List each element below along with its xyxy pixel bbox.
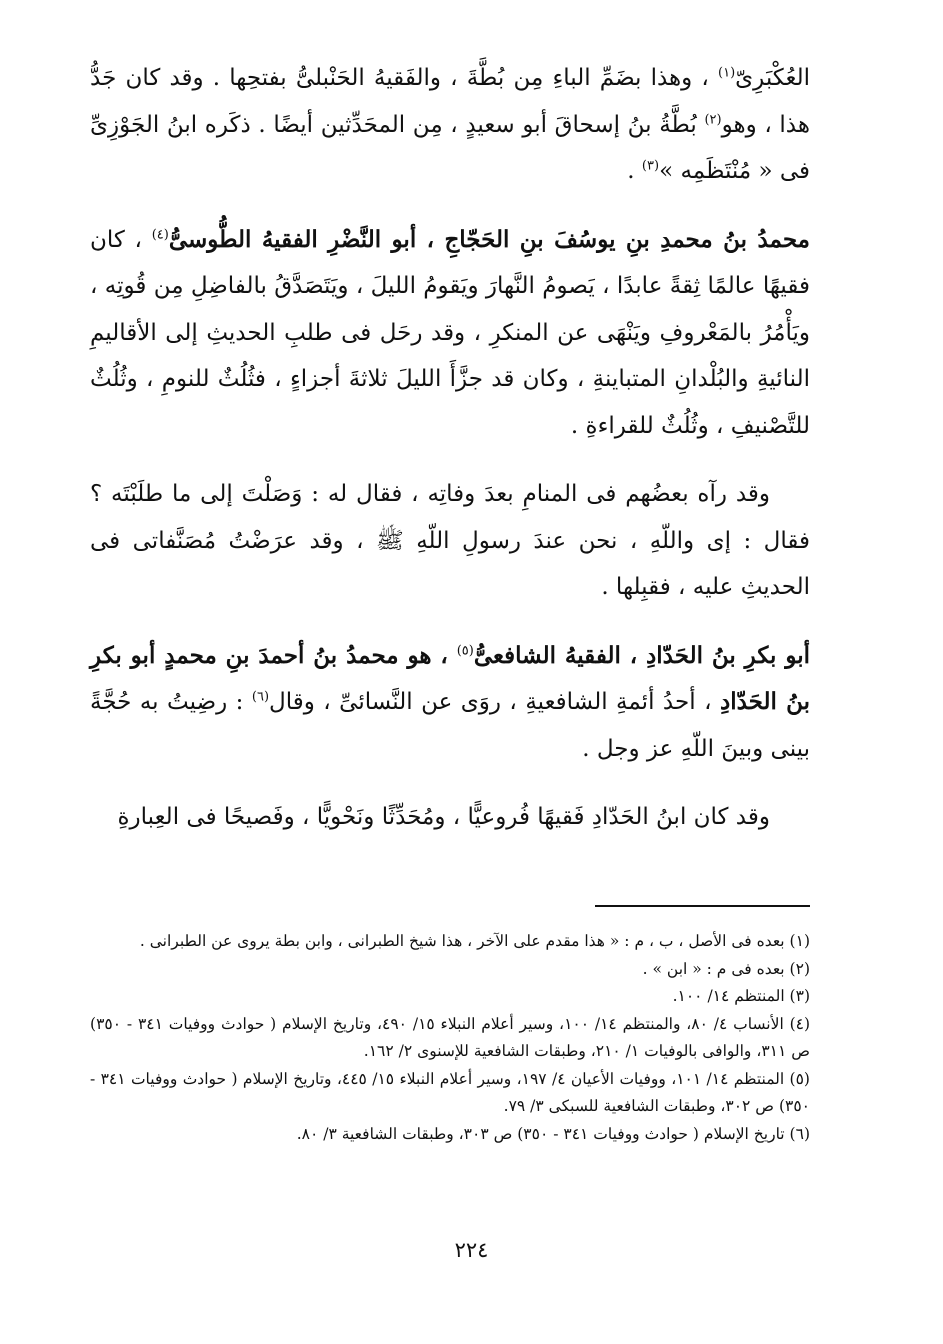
entry-heading: محمدُ بنُ محمدِ بنِ يوسُفَ بنِ الحَجّاجِ ، أبو النَّضْرِ الفقيهُ الطُّوسىُّ: [168, 225, 810, 253]
body-paragraphs: [90, 55, 810, 841]
text-run: وقد كان ابنُ الحَدّادِ فَقيهًا فُروعيًّا ، ومُحَدِّثًا ونَحْويًّا ، وفَصيحًا فى العِبارةِ: [117, 804, 770, 830]
footnote-item: (٣) المنتظم ١٤/ ١٠٠.: [672, 987, 810, 1005]
text-run: ، وهذا بضَمِّ الباءِ مِن بُطَّةَ ، والفَقيهُ الحَنْبلىُّ بفتحِها . وقد كان جَدُّ هذا ، وهو: [90, 65, 810, 138]
footnotes: [90, 928, 810, 1148]
footnote-marker: (٥): [456, 642, 474, 658]
text-run: وقد رآه بعضُهم فى المنامِ بعدَ وفاتِه ، فقال له : وَصَلْتَ إلى ما طلَبْتَه ؟ فقال : إى واللّهِ ، نحن عندَ رسولِ اللّهِ ﷺ ، وقد عرَضْتُ مُصَنَّفاتى فى الحديثِ عليه ، فقبِلها .: [90, 481, 810, 600]
paragraph: [90, 794, 810, 841]
paragraph: [90, 217, 810, 450]
footnote-item: (٥) المنتظم ١٤/ ١٠١، ووفيات الأعيان ٤/ ١٩٧، وسير أعلام النبلاء ١٥/ ٤٤٥، وتاريخ الإسلام ( حوادث ووفيات ٣٤١ - ٣٥٠) ص ٣٠٢، وطبقات الشافعية للسبكى ٣/ ٧٩.: [90, 1069, 810, 1115]
footnote-item: (٦) تاريخ الإسلام ( حوادث ووفيات ٣٤١ - ٣٥٠) ص ٣٠٣، وطبقات الشافعية ٣/ ٨٠.: [296, 1124, 810, 1143]
footnote-marker: (٢): [704, 111, 722, 127]
footnote-marker: (٦): [251, 689, 270, 705]
main-text: [90, 55, 810, 863]
text-run: ، أحدُ أئمةِ الشافعيةِ ، روَى عن النَّسائىِّ ، وقال: [269, 689, 720, 715]
footnote-item: (٤) الأنساب ٤/ ٨٠، والمنتظم ١٤/ ١٠٠، وسير أعلام النبلاء ١٥/ ٤٩٠، وتاريخ الإسلام ( حوادث ووفيات ٣٤١ - ٣٥٠) ص ٣١١، والوافى بالوفيات ١/ ٢١٠، وطبقات الشافعية للإسنوى ٢/ ١٦٢.: [90, 1014, 811, 1060]
page-number: ٢٢٤: [454, 1238, 489, 1262]
text-run: العُكْبَرِىّ: [735, 65, 810, 91]
paragraph: [90, 633, 810, 773]
footnote-marker: (٤): [151, 226, 169, 242]
footnote-item: (٢) بعده فى م : « ابن » .: [642, 959, 810, 978]
footnote-divider: [595, 905, 810, 907]
paragraph: [90, 471, 810, 611]
text-run: : رضِيتُ به حُجَّةً بينى وبينَ اللّهِ عز وجل .: [90, 689, 810, 762]
paragraph: [90, 55, 810, 195]
entry-heading: ، هو محمدُ بنُ أحمدَ بنِ محمدٍ أبو بكرِ بنُ الحَدّادِ: [90, 641, 810, 715]
text-run: ، كان فقيهًا عالمًا ثِقةً عابدًا ، يَصومُ النَّهارَ ويَقومُ الليلَ ، ويَتَصَدَّقُ بالفاضِلِ مِن قُوتِه ، ويَأْمُرُ بالمَعْروفِ ويَنْهَى عن المنكرِ ، وقد رحَل فى طلبِ الحديثِ إلى الأقاليمِ النائيةِ والبُلْدانِ المتباينةِ ، وكان قد جزَّأَ الليلَ ثلاثةَ أجزاءٍ ، فثُلُثٌ للنومِ ، وثُلُثٌ للتَّصْنيفِ ، وثُلُثٌ للقراءةِ .: [90, 226, 810, 439]
footnote-item: (١) بعده فى الأصل ، ب ، م : « هذا مقدم على الآخر ، هذا شيخ الطبرانى ، وابن بطة يروى عن الطبرانى .: [139, 932, 810, 950]
text-run: بُطَّةُ بنُ إسحاقَ أبو سعيدٍ ، مِن المحَدِّثين أيضًا . ذكَره ابنُ الجَوْزِىِّ فى « مُنْتَظَمِه »: [90, 111, 810, 184]
footnote-marker: (١): [718, 65, 736, 81]
entry-heading: أبو بكرِ بنُ الحَدّادِ ، الفقيهُ الشافعىُّ: [473, 641, 810, 669]
footnote-marker: (٣): [641, 158, 660, 174]
text-run: .: [627, 158, 642, 184]
